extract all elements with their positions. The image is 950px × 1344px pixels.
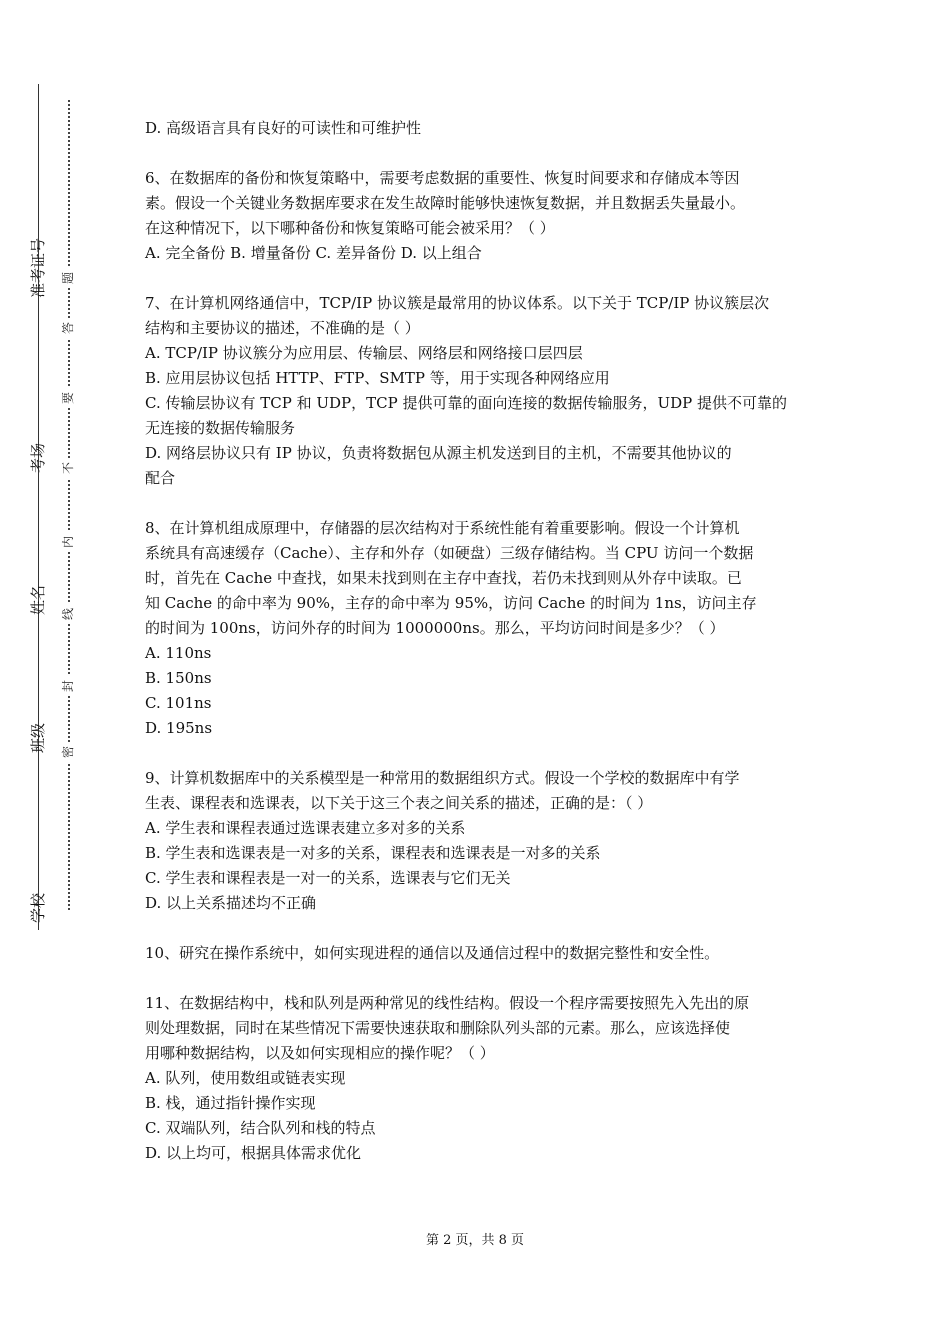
question-text: 11、在数据结构中，栈和队列是两种常见的线性结构。假设一个程序需要按照先入先出的原 (145, 994, 750, 1012)
seal-char: 答 (58, 318, 78, 338)
option-d: D. 以上均可，根据具体需求优化 (145, 1144, 362, 1162)
question-text: 素。假设一个关键业务数据库要求在发生故障时能够快速恢复数据，并且数据丢失量最小。 (145, 194, 746, 212)
option-a: A. 110ns (145, 644, 212, 662)
exam-room-label: 考场 (29, 443, 47, 474)
seal-char: 内 (58, 532, 78, 552)
question-text: 10、研究在操作系统中，如何实现进程的通信以及通信过程中的数据完整性和安全性。 (145, 944, 720, 962)
question-11 (145, 991, 815, 1166)
option-b: B. 学生表和选课表是一对多的关系，课程表和选课表是一对多的关系 (145, 844, 601, 862)
question-text: 则处理数据，同时在某些情况下需要快速获取和删除队列头部的元素。那么，应该选择使 (145, 1019, 731, 1037)
option-a: A. TCP/IP 协议簇分为应用层、传输层、网络层和网络接口层四层 (145, 344, 583, 362)
question-text: 的时间为 100ns，访问外存的时间为 1000000ns。那么，平均访问时间是多少？（ ） (145, 619, 725, 637)
question-text: 生表、课程表和选课表，以下关于这三个表之间关系的描述，正确的是：（ ） (145, 794, 653, 812)
school-label: 学校 (29, 893, 47, 924)
question-7 (145, 291, 815, 491)
option-a: A. 学生表和课程表通过选课表建立多对多的关系 (145, 819, 466, 837)
question-text: 用哪种数据结构，以及如何实现相应的操作呢？（ ） (145, 1044, 495, 1062)
question-text: 9、计算机数据库中的关系模型是一种常用的数据组织方式。假设一个学校的数据库中有学 (145, 769, 740, 787)
option-a: A. 队列，使用数组或链表实现 (145, 1069, 346, 1087)
option-b: B. 150ns (145, 669, 212, 687)
seal-char: 题 (58, 268, 78, 288)
question-text: 在这种情况下，以下哪种备份和恢复策略可能会被采用？（ ） (145, 219, 555, 237)
question-text: 系统具有高速缓存（Cache）、主存和外存（如硬盘）三级存储结构。当 CPU 访问一个数据 (145, 544, 754, 562)
seal-char: 封 (58, 676, 78, 696)
seal-char: 不 (58, 458, 78, 478)
option-c: C. 学生表和课程表是一对一的关系，选课表与它们无关 (145, 869, 511, 887)
question-5-continuation (145, 116, 815, 141)
option-d: D. 网络层协议只有 IP 协议，负责将数据包从源主机发送到目的主机，不需要其他协议的 (145, 444, 732, 462)
option-d-cont: 配合 (145, 469, 176, 487)
seal-char: 线 (58, 604, 78, 624)
name-label: 姓名 (29, 585, 47, 616)
exam-content (145, 116, 815, 1191)
question-text: 结构和主要协议的描述，不准确的是（ ） (145, 319, 420, 337)
seal-dotted-line (68, 100, 70, 910)
page-number: 第 2 页，共 8 页 (425, 1233, 525, 1248)
question-6 (145, 166, 815, 266)
question-9 (145, 766, 815, 916)
option-d: D. 以上关系描述均不正确 (145, 894, 317, 912)
question-8 (145, 516, 815, 741)
question-text: 时，首先在 Cache 中查找，如果未找到则在主存中查找，若仍未找到则从外存中读取。已 (145, 569, 742, 587)
seal-char: 要 (58, 388, 78, 408)
question-text: 7、在计算机网络通信中，TCP/IP 协议簇是最常用的协议体系。以下关于 TCP/IP 协议簇层次 (145, 294, 770, 312)
seal-char: 密 (58, 742, 78, 762)
option-c: C. 双端队列，结合队列和栈的特点 (145, 1119, 376, 1137)
option-c: C. 101ns (145, 694, 212, 712)
option-b: B. 应用层协议包括 HTTP、FTP、SMTP 等，用于实现各种网络应用 (145, 369, 610, 387)
question-text: 6、在数据库的备份和恢复策略中，需要考虑数据的重要性、恢复时间要求和存储成本等因 (145, 169, 740, 187)
option-d: D. 195ns (145, 719, 213, 737)
class-label: 班级 (29, 723, 47, 754)
option-d: D. 高级语言具有良好的可读性和可维护性 (145, 119, 422, 137)
option-c: C. 传输层协议有 TCP 和 UDP，TCP 提供可靠的面向连接的数据传输服务，UDP 提供不可靠的 (145, 394, 787, 412)
option-b: B. 栈，通过指针操作实现 (145, 1094, 316, 1112)
option-c-cont: 无连接的数据传输服务 (145, 419, 296, 437)
question-text: 知 Cache 的命中率为 90%，主存的命中率为 95%，访问 Cache 的时间为 1ns，访问主存 (145, 594, 757, 612)
exam-id-label: 准考证号 (29, 237, 47, 298)
answer-options: A. 完全备份 B. 增量备份 C. 差异备份 D. 以上组合 (145, 244, 482, 262)
question-text: 8、在计算机组成原理中，存储器的层次结构对于系统性能有着重要影响。假设一个计算机 (145, 519, 740, 537)
question-10 (145, 941, 815, 966)
binding-line (38, 84, 39, 930)
